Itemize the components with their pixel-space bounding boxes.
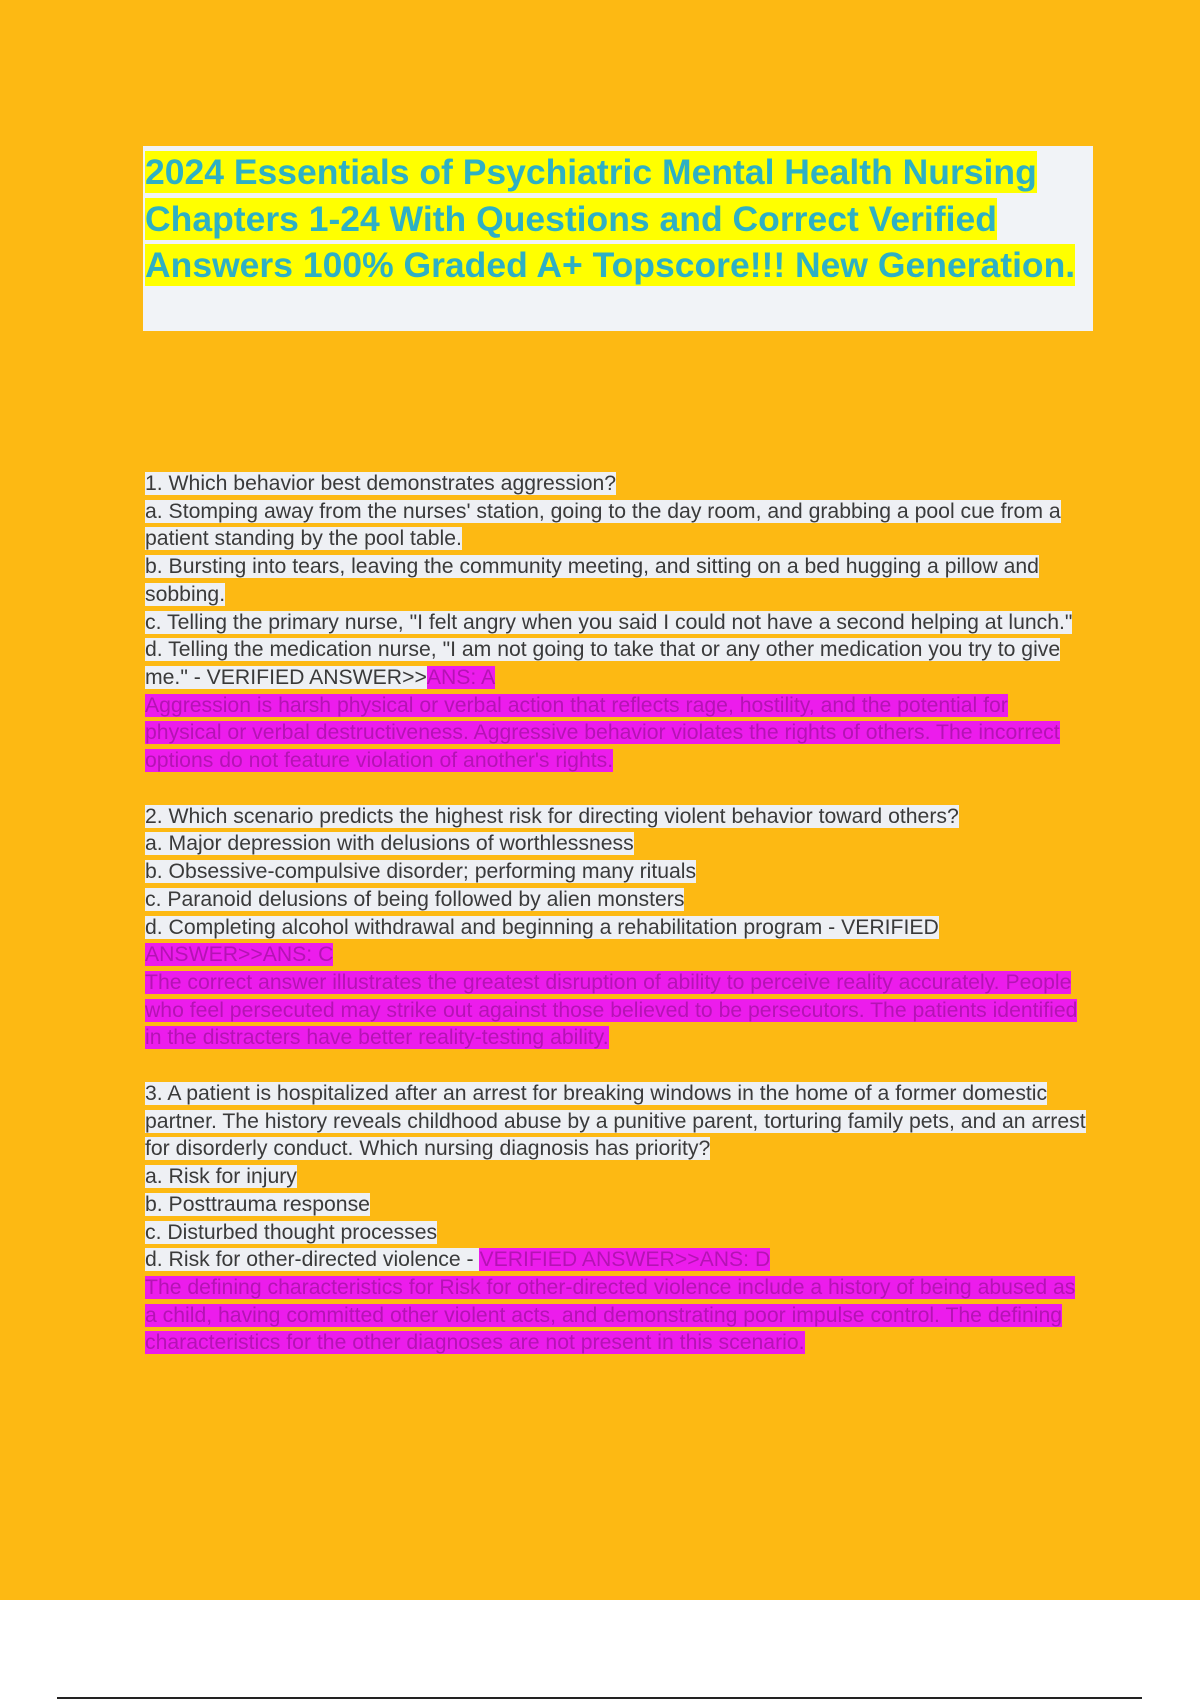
option-a-text: a. Risk for injury [145, 1165, 297, 1189]
rationale-text: The defining characteristics for Risk for other-directed violence include a history of being abused as a child, having committed other violent acts, and demonstrating poor impulse control. The defining characteristics for the other diagnoses are not present in this scenario. [145, 1275, 1076, 1355]
question-stem-text: 3. A patient is hospitalized after an arrest for breaking windows in the home of a former domestic partner. The history reveals childhood abuse by a punitive parent, torturing family pets, and an arrest for disorderly conduct. Which nursing diagnosis has priority? [145, 1082, 1086, 1161]
option-c-text: c. Telling the primary nurse, "I felt angry when you said I could not have a second helping at lunch." [145, 610, 1073, 634]
answer-option [145, 886, 1090, 914]
answer-option [145, 1163, 1090, 1191]
option-a-text: a. Major depression with delusions of worthlessness [145, 832, 634, 856]
question-2 [145, 803, 1090, 1052]
option-b-text: b. Bursting into tears, leaving the community meeting, and sitting on a bed hugging a pillow and sobbing. [145, 555, 1039, 606]
rationale [145, 1274, 1090, 1357]
document-title [143, 146, 1093, 289]
question-1 [145, 470, 1090, 775]
answer-option [145, 1246, 1090, 1274]
answer-option [145, 830, 1090, 858]
answer-option [145, 1191, 1090, 1219]
rationale-text: The correct answer illustrates the greatest disruption of ability to perceive reality accurately. People who feel persecuted may strike out against those believed to be persecutors. The patients identified in the distracters have better reality-testing ability. [145, 970, 1078, 1050]
answer-option [145, 858, 1090, 886]
question-3 [145, 1080, 1090, 1357]
question-stem [145, 1080, 1090, 1163]
verified-answer: ANSWER>>ANS: C [145, 943, 334, 967]
question-stem [145, 470, 1090, 498]
questions-list [145, 470, 1090, 1385]
answer-option [145, 914, 1090, 969]
rationale [145, 969, 1090, 1052]
option-c-text: c. Paranoid delusions of being followed by alien monsters [145, 887, 685, 911]
option-c-text: c. Disturbed thought processes [145, 1220, 438, 1244]
question-stem-text: 2. Which scenario predicts the highest risk for directing violent behavior toward others? [145, 804, 959, 828]
answer-option [145, 1219, 1090, 1247]
answer-option [145, 609, 1090, 637]
option-d-text: d. Telling the medication nurse, "I am not going to take that or any other medication you try to give me." - VERIFIED ANSWER>> [145, 638, 1061, 689]
answer-option [145, 636, 1090, 691]
question-stem [145, 803, 1090, 831]
option-b-text: b. Obsessive-compulsive disorder; performing many rituals [145, 860, 697, 884]
question-stem-text: 1. Which behavior best demonstrates aggression? [145, 472, 617, 495]
rationale [145, 692, 1090, 775]
footer-divider [57, 1697, 1142, 1699]
answer-option [145, 498, 1090, 553]
option-a-text: a. Stomping away from the nurses' station, going to the day room, and grabbing a pool cue from a patient standing by the pool table. [145, 499, 1061, 551]
verified-answer: ANS: A [426, 665, 496, 689]
verified-answer: VERIFIED ANSWER>>ANS: D [479, 1248, 771, 1272]
document-title-text: 2024 Essentials of Psychiatric Mental Health Nursing Chapters 1-24 With Questions and Correct Verified Answers 100% Graded A+ Topscore!!! New Generation. [145, 152, 1076, 285]
title-box [143, 146, 1093, 331]
option-d-text: d. Completing alcohol withdrawal and beginning a rehabilitation program - VERIFIED [145, 915, 939, 939]
rationale-text: Aggression is harsh physical or verbal action that reflects rage, hostility, and the potential for physical or verbal destructiveness. Aggressive behavior violates the rights of others. The incorrect options do not feature violation of another's rights. [145, 693, 1060, 773]
option-b-text: b. Posttrauma response [145, 1192, 370, 1216]
option-d-text: d. Risk for other-directed violence - [145, 1248, 480, 1272]
answer-option [145, 553, 1090, 608]
